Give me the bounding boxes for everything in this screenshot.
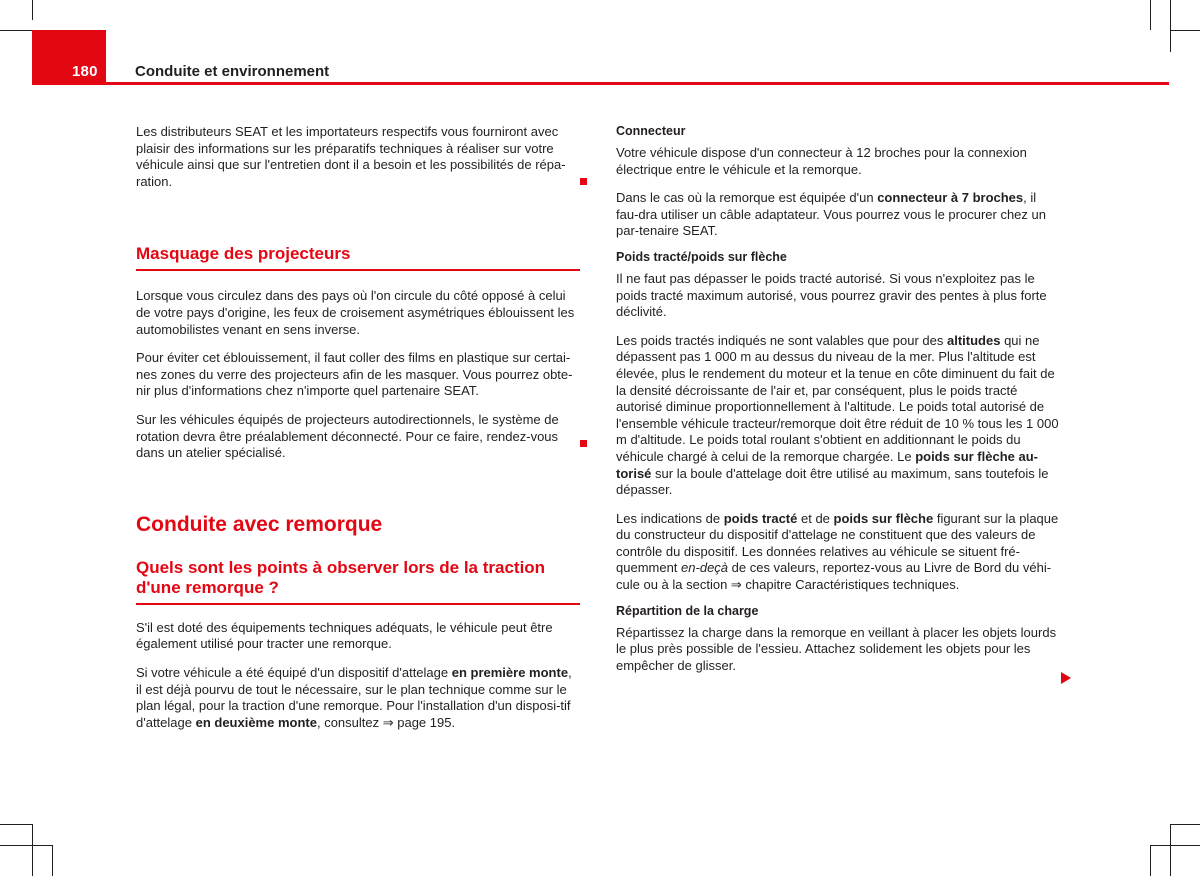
header-rule — [106, 82, 1169, 85]
subhead-connecteur: Connecteur — [616, 124, 686, 138]
crop-mark — [52, 845, 53, 876]
chapter-title: Conduite et environnement — [135, 63, 330, 80]
intro-paragraph: Les distributeurs SEAT et les importateurs respectifs vous fourniront avec plaisir des informations sur les préparatifs techniques à réaliser sur votre véhicule ainsi que sur l'entretien dont il a besoin et les possibilités de répa-ration. — [136, 124, 566, 189]
crop-mark — [32, 0, 33, 20]
masquage-paragraph-2: Pour éviter cet éblouissement, il faut coller des films en plastique sur certai-nes zones du verre des projecteurs afin de les masquer. Vous pourrez obte-nir plus d'informations chez n'importe quel partenaire SEAT. — [136, 350, 573, 399]
poids-paragraph-2: Les poids tractés indiqués ne sont valables que pour des altitudes qui ne dépassent pas 1 000 m au dessus du niveau de la mer. Plus l'altitude est élevée, plus le rendement du moteur et la tenue en côte diminuent du fait de la densité décroissante de l'air et, par conséquent, plus le poids tracté autorisé diminue proportionnellement à l'altitude. Le poids total autorisé de l'ensemble véhicule tracteur/remorque doit être réduit de 10 % tous les 1 000 m d'altitude. Le poids total roulant s'obtient en additionnant le poids du véhicule chargé à celui de la remorque chargée. Le poids sur flèche au-torisé sur la boule d'attelage doit être utilisé au maximum, sans toutefois le dépasser. — [616, 332, 1059, 498]
points-paragraph-1: S'il est doté des équipements techniques adéquats, le véhicule peut être également utilisé pour tracter une remorque. — [136, 619, 553, 652]
end-of-section-marker — [580, 178, 587, 185]
repartition-paragraph-1: Répartissez la charge dans la remorque en veillant à placer les objets lourds le plus près possible de l'essieu. Attachez solidement les objets pour les empêcher de glisser. — [616, 624, 1057, 673]
connecteur-paragraph-2: Dans le cas où la remorque est équipée d'un connecteur à 7 broches, il fau-dra utiliser un câble adaptateur. Vous pourrez vous le procurer chez un par-tenaire SEAT. — [616, 190, 1046, 239]
continue-arrow-icon — [1061, 672, 1071, 684]
crop-mark — [0, 824, 32, 825]
crop-mark — [1170, 824, 1171, 876]
masquage-paragraph-1: Lorsque vous circulez dans des pays où l'on circule du côté opposé à celui de votre pays d'origine, les feux de croisement asymétriques éblouissent les automobilistes venant en sens inverse. — [136, 288, 575, 337]
subhead-repartition: Répartition de la charge — [616, 603, 759, 618]
crop-mark — [0, 30, 32, 31]
chapter-heading: Conduite avec remorque — [136, 512, 383, 536]
crop-mark — [1150, 0, 1151, 30]
crop-mark — [1150, 845, 1200, 846]
poids-paragraph-1: Il ne faut pas dépasser le poids tracté autorisé. Si vous n'exploitez pas le poids tracté maximum autorisé, vous pourrez gravir des pentes à plus forte déclivité. — [616, 270, 1047, 320]
crop-mark — [1170, 0, 1171, 52]
end-of-section-marker — [580, 440, 587, 447]
poids-paragraph-3: Les indications de poids tracté et de poids sur flèche figurant sur la plaque du constructeur du dispositif d'attelage ne constituent que des valeurs de contrôle du dispositif. Les données relatives au véhicule se situent fré-quemment en-deçà de ces valeurs, reportez-vous au Livre de Bord du véhi-cule ou à la section ⇒ chapitre Caractéristiques techniques. — [616, 510, 1059, 593]
section-heading-masquage: Masquage des projecteurs — [136, 244, 580, 271]
points-paragraph-2: Si votre véhicule a été équipé d'un dispositif d'attelage en première monte, il est déjà pourvu de tout le nécessaire, sur le plan technique comme sur le plan légal, pour la traction d'une remorque. Pour l'installation d'un disposi-tif d'attelage en deuxième monte, consultez ⇒ page 195. — [136, 664, 572, 730]
masquage-paragraph-3: Sur les véhicules équipés de projecteurs autodirectionnels, le système de rotation devra être préalablement déconnecté. Pour ce faire, rendez-vous dans un atelier spécialisé. — [136, 411, 559, 461]
connecteur-paragraph-1: Votre véhicule dispose d'un connecteur à 12 broches pour la connexion électrique entre le véhicule et la remorque. — [616, 145, 1027, 177]
right-column — [616, 124, 1060, 686]
subhead-poids: Poids tracté/poids sur flèche — [616, 249, 787, 264]
crop-mark — [1150, 845, 1151, 876]
crop-mark — [32, 824, 33, 876]
section-heading-points: Quels sont les points à observer lors de la traction d'une remorque ? — [136, 558, 580, 605]
crop-mark — [1170, 30, 1200, 31]
crop-mark — [0, 845, 52, 846]
page-number: 180 — [72, 63, 98, 80]
crop-mark — [1170, 824, 1200, 825]
left-column — [136, 124, 580, 743]
